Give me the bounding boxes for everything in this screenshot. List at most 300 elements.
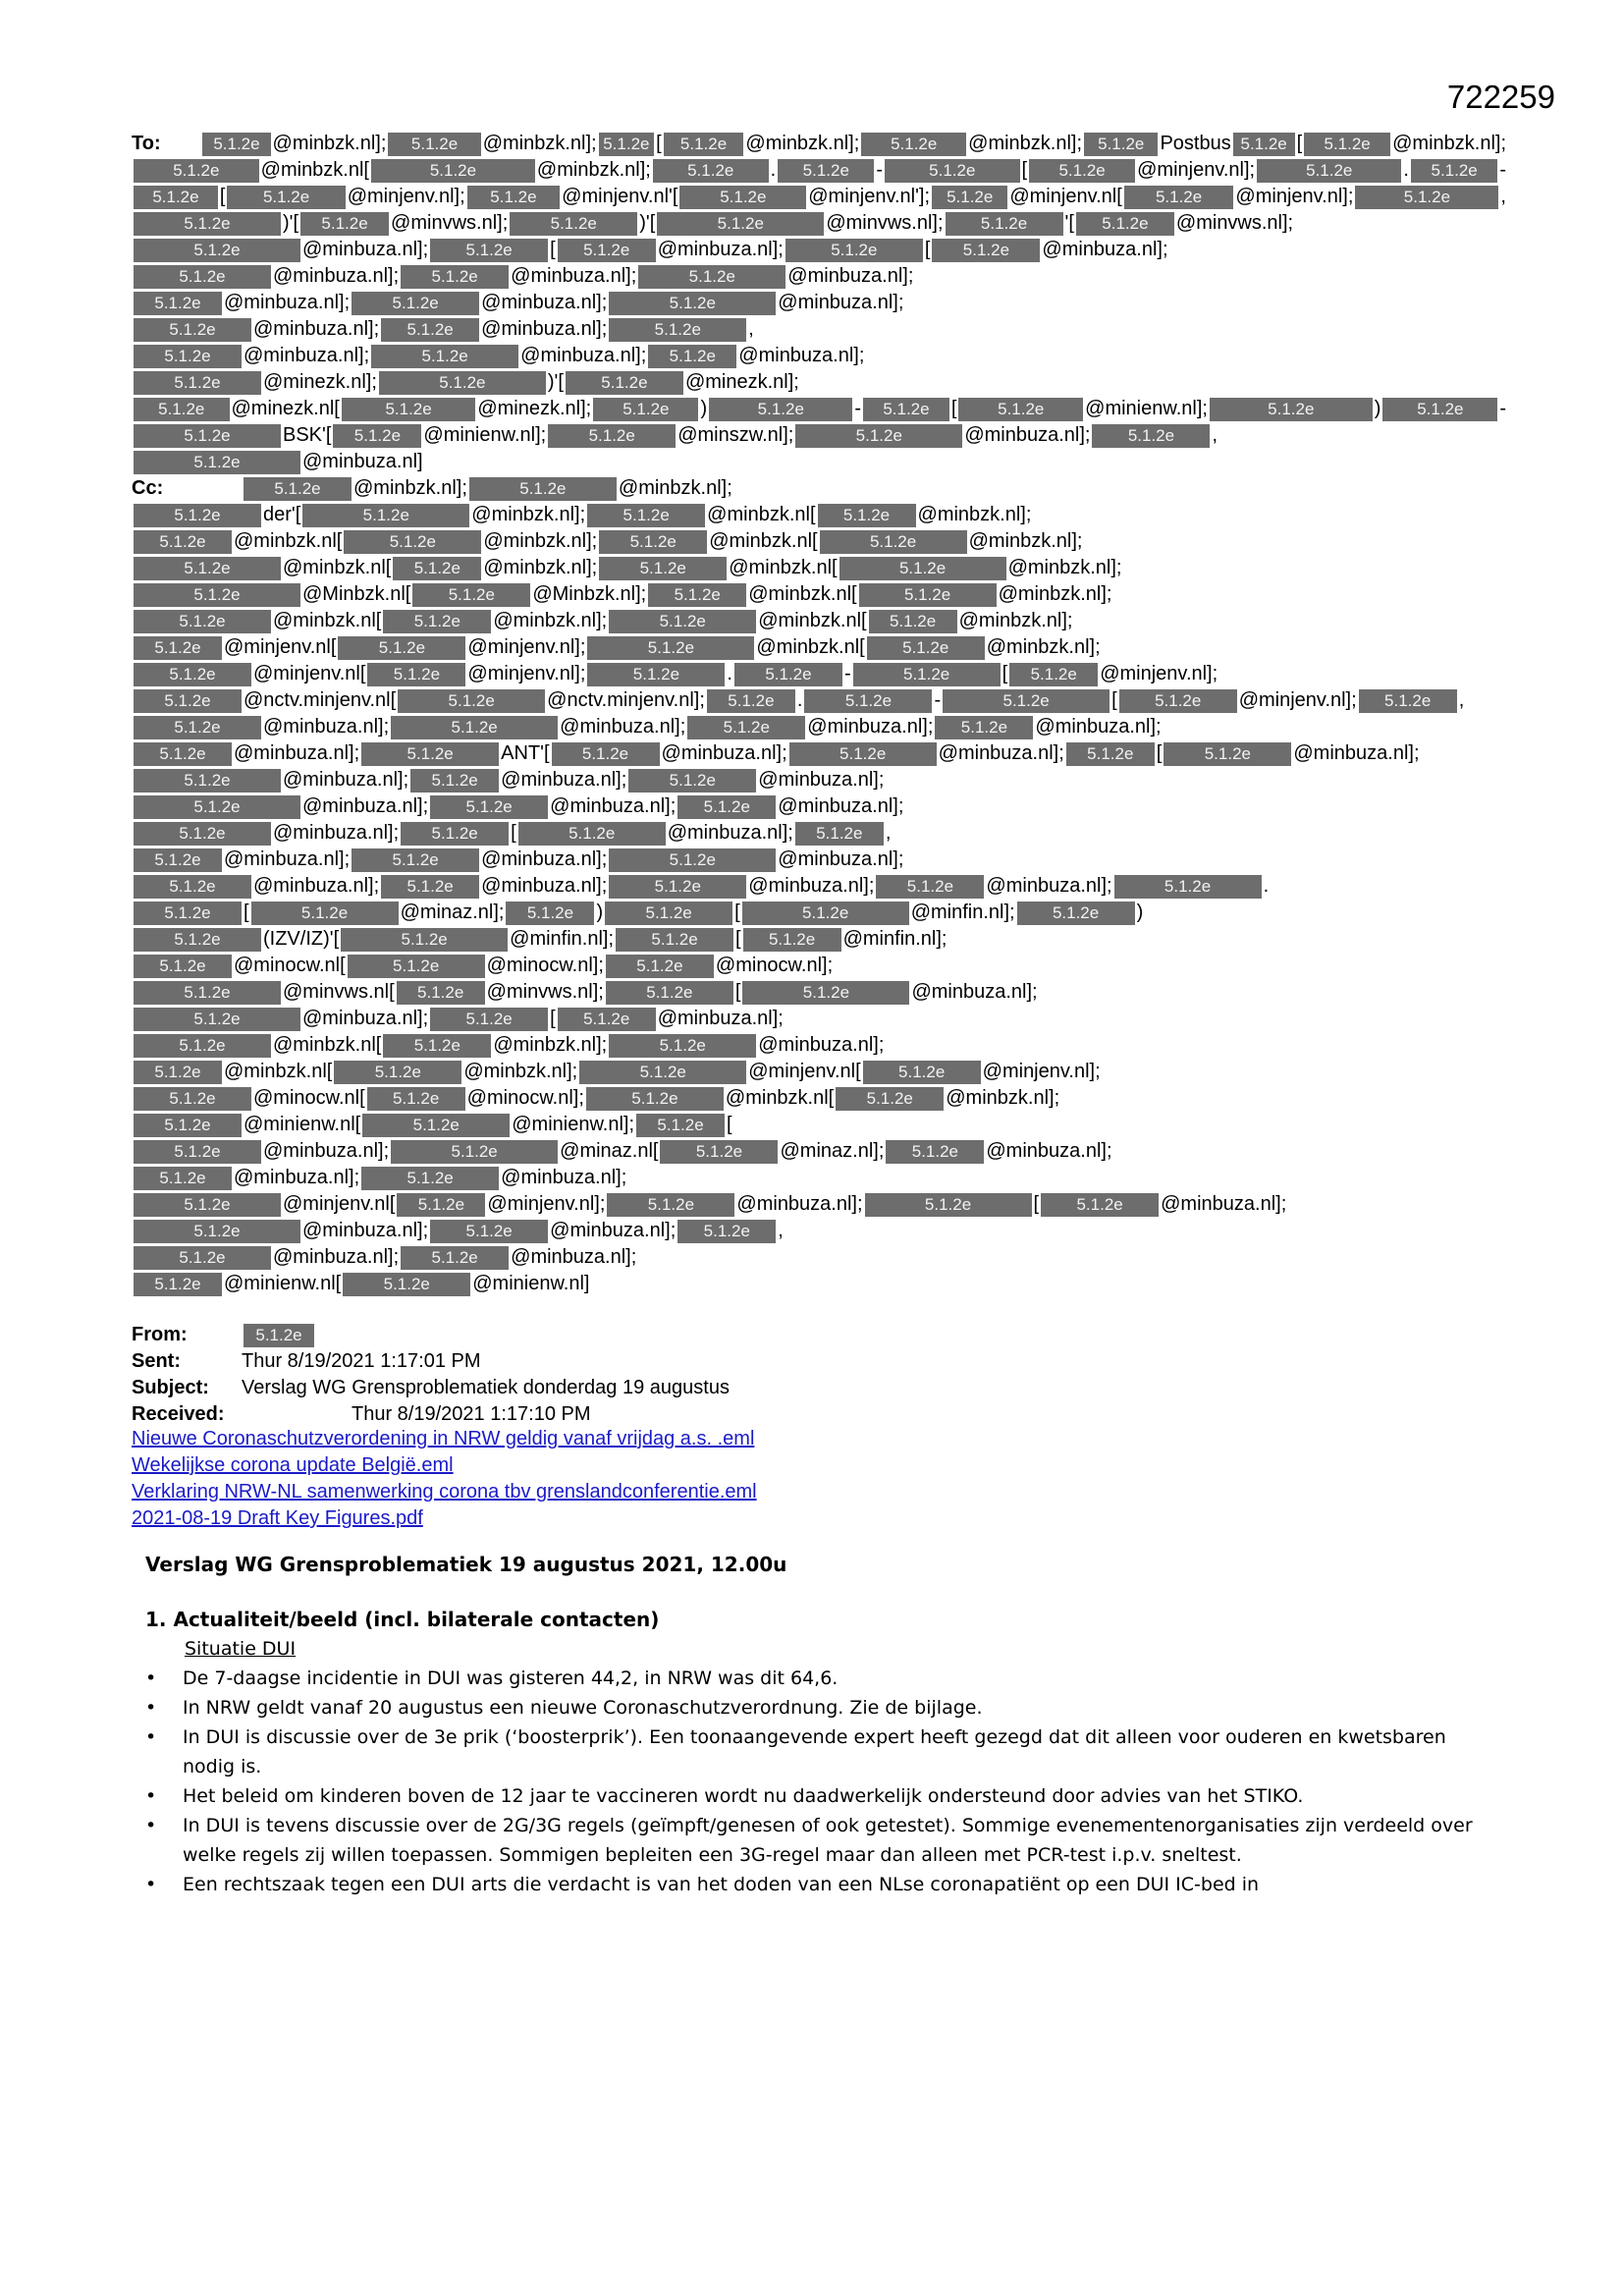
address-text: ) (1374, 398, 1381, 419)
redaction: 5.1.2e (587, 504, 705, 527)
redaction: 5.1.2e (134, 981, 281, 1005)
address-text: - (843, 663, 851, 684)
redaction: 5.1.2e (587, 636, 754, 660)
address-text: , (778, 1220, 784, 1241)
redaction: 5.1.2e (932, 186, 1007, 209)
redaction: 5.1.2e (609, 610, 756, 633)
redaction: 5.1.2e (388, 133, 480, 156)
redaction: 5.1.2e (1124, 186, 1234, 209)
address-text: @minbzk.nl[ (283, 557, 392, 578)
redaction: 5.1.2e (743, 928, 841, 952)
redaction: 5.1.2e (628, 769, 756, 793)
address-text: @minbzk.nl[ (234, 530, 343, 552)
address-text: @minezk.nl[ (231, 398, 340, 419)
subject-label: Subject: (132, 1377, 209, 1398)
address-text: @minbuza.nl]; (253, 318, 380, 340)
section-heading: 1. Actualiteit/beeld (incl. bilaterale contacten) (145, 1608, 660, 1631)
redaction: 5.1.2e (648, 345, 736, 368)
address-text: @minbuza.nl]; (1035, 716, 1162, 738)
address-text: - (1499, 159, 1506, 181)
address-line (132, 767, 1506, 793)
attachment-link[interactable]: Wekelijkse corona update België.eml (132, 1454, 454, 1476)
redaction: 5.1.2e (653, 159, 769, 183)
subject-value: Verslag WG Grensproblematiek donderdag 19 augustus (242, 1377, 730, 1398)
redaction: 5.1.2e (134, 504, 261, 527)
address-text: @minocw.nl[ (253, 1087, 365, 1109)
bullet-list (145, 1664, 1500, 1899)
sent-label: Sent: (132, 1350, 181, 1372)
address-text: [ (727, 1114, 732, 1135)
redaction: 5.1.2e (785, 239, 923, 262)
redaction: 5.1.2e (607, 1193, 734, 1217)
address-text: @minbuza.nl]; (667, 822, 793, 844)
redaction: 5.1.2e (134, 1114, 242, 1137)
redaction: 5.1.2e (687, 716, 805, 739)
redaction: 5.1.2e (859, 583, 997, 607)
address-line (132, 926, 1506, 953)
redaction: 5.1.2e (352, 848, 479, 872)
address-text: @minbuza.nl]; (1042, 239, 1168, 260)
address-text: @minbzk.nl]; (968, 133, 1083, 154)
list-item: • Het beleid om kinderen boven de 12 jaar te vaccineren wordt nu daadwerkelijk ondersteund door advies van het STIKO. (183, 1781, 1500, 1811)
redaction: 5.1.2e (863, 398, 949, 421)
redaction: 5.1.2e (599, 557, 727, 580)
redaction: 5.1.2e (134, 530, 232, 554)
address-line (132, 502, 1506, 528)
address-text: @minbzk.nl]; (482, 133, 597, 154)
address-text: )'[ (283, 212, 299, 234)
redaction: 5.1.2e (430, 239, 548, 262)
redaction: 5.1.2e (300, 212, 389, 236)
address-text: @minbuza.nl]; (787, 265, 914, 287)
attachment-link[interactable]: 2021-08-19 Draft Key Figures.pdf (132, 1507, 423, 1529)
redaction: 5.1.2e (609, 292, 776, 315)
redaction: 5.1.2e (251, 902, 399, 925)
redaction: 5.1.2e (599, 133, 655, 156)
address-text: @minbuza.nl]; (986, 1140, 1112, 1162)
address-text: , (1212, 424, 1218, 446)
address-text: @minbuza.nl]; (224, 292, 351, 313)
redaction: 5.1.2e (605, 902, 732, 925)
redaction: 5.1.2e (648, 583, 746, 607)
redaction: 5.1.2e (1041, 1193, 1159, 1217)
address-text: - (854, 398, 862, 419)
address-text: @minbzk.nl[ (260, 159, 369, 181)
address-text: @minbzk.nl]; (536, 159, 651, 181)
redaction: 5.1.2e (341, 928, 508, 952)
redaction: 5.1.2e (742, 981, 909, 1005)
address-line (132, 1271, 1506, 1297)
redaction: 5.1.2e (134, 902, 242, 925)
address-text: @nctv.minjenv.nl[ (244, 689, 397, 711)
address-line (132, 263, 1506, 290)
list-item: • In NRW geldt vanaf 20 augustus een nieuwe Coronaschutzverordnung. Zie de bijlage. (183, 1693, 1500, 1722)
redaction: 5.1.2e (865, 1193, 1032, 1217)
address-text: @minezk.nl]; (477, 398, 592, 419)
redaction: 5.1.2e (342, 398, 476, 421)
redaction: 5.1.2e (391, 1140, 558, 1164)
address-line (132, 1006, 1506, 1032)
redaction: 5.1.2e (134, 610, 271, 633)
redaction: 5.1.2e (371, 345, 518, 368)
address-text: [ (734, 902, 740, 923)
address-text: @minbuza.nl]; (244, 345, 370, 366)
redaction: 5.1.2e (134, 212, 281, 236)
address-line (132, 820, 1506, 847)
address-text: @minvws.nl]; (1175, 212, 1294, 234)
redaction: 5.1.2e (707, 689, 795, 713)
address-text: @minbzk.nl]; (917, 504, 1032, 525)
address-text: @minbzk.nl[ (729, 557, 838, 578)
address-text: BSK'[ (283, 424, 332, 446)
received-label: Received: (132, 1403, 225, 1425)
email-meta (132, 1322, 730, 1428)
address-line (132, 847, 1506, 873)
address-text: - (876, 159, 884, 181)
redaction: 5.1.2e (134, 1167, 232, 1190)
redaction: 5.1.2e (383, 610, 491, 633)
address-text: @minbuza.nl]; (481, 875, 608, 897)
address-text: @minbzk.nl]; (463, 1061, 578, 1082)
redaction: 5.1.2e (1114, 875, 1262, 899)
address-text: @minbzk.nl]; (946, 1087, 1060, 1109)
address-text: @minbuza.nl]; (273, 265, 400, 287)
address-line (132, 953, 1506, 979)
address-text: , (1458, 689, 1465, 711)
redaction: 5.1.2e (609, 318, 746, 342)
redaction: 5.1.2e (609, 1034, 756, 1058)
address-text: @minszw.nl]; (677, 424, 794, 446)
redaction: 5.1.2e (1092, 424, 1210, 448)
address-text: @minienw.nl] (472, 1273, 590, 1294)
redaction: 5.1.2e (134, 318, 251, 342)
address-text: @minbzk.nl]; (483, 530, 598, 552)
address-line (132, 740, 1506, 767)
redaction: 5.1.2e (134, 159, 259, 183)
redaction: 5.1.2e (1164, 742, 1291, 766)
document-number: 722259 (1446, 79, 1555, 115)
redaction: 5.1.2e (1076, 212, 1174, 236)
address-text: @minbuza.nl]; (234, 1167, 360, 1188)
attachment-link[interactable]: Nieuwe Coronaschutzverordening in NRW geldig vanaf vrijdag a.s. .eml (132, 1428, 755, 1449)
report-body (145, 1550, 1500, 1899)
address-text: @minbuza.nl]; (986, 875, 1112, 897)
address-text: @minaz.nl]; (780, 1140, 885, 1162)
address-text: @minbuza.nl]; (273, 1246, 400, 1268)
redaction: 5.1.2e (1084, 133, 1158, 156)
address-text: @minjenv.nl]; (982, 1061, 1101, 1082)
redaction: 5.1.2e (839, 557, 1006, 580)
address-text: [ (1111, 689, 1117, 711)
redaction: 5.1.2e (383, 1034, 491, 1058)
redaction: 5.1.2e (548, 424, 676, 448)
address-line (132, 608, 1506, 634)
redaction: 5.1.2e (606, 981, 733, 1005)
redaction: 5.1.2e (134, 1061, 222, 1084)
address-text: @minienw.nl]; (423, 424, 547, 446)
address-text: [ (1001, 663, 1008, 684)
address-text: @minbuza.nl]; (263, 716, 390, 738)
address-text: [ (950, 398, 957, 419)
address-line (132, 1244, 1506, 1271)
redaction: 5.1.2e (367, 1087, 465, 1111)
redaction: 5.1.2e (333, 424, 421, 448)
redaction: 5.1.2e (593, 398, 698, 421)
redaction: 5.1.2e (134, 742, 232, 766)
address-text: @minbuza.nl]; (273, 822, 400, 844)
redaction: 5.1.2e (134, 1034, 271, 1058)
redaction: 5.1.2e (552, 742, 660, 766)
redaction: 5.1.2e (430, 795, 548, 819)
address-text: @minjenv.nl]; (1100, 663, 1218, 684)
recipient-block (132, 131, 1506, 1297)
address-line (132, 290, 1506, 316)
redaction: 5.1.2e (1382, 398, 1497, 421)
address-text: @minbuza.nl]; (736, 1193, 863, 1215)
address-text: @minbzk.nl]; (986, 636, 1101, 658)
address-line (132, 449, 1506, 475)
redaction: 5.1.2e (134, 239, 300, 262)
attachment-list (132, 1426, 757, 1532)
redaction: 5.1.2e (586, 1087, 724, 1111)
redaction: 5.1.2e (381, 875, 479, 899)
address-text: [ (1033, 1193, 1040, 1215)
address-text: @minezk.nl]; (263, 371, 377, 393)
redaction: 5.1.2e (134, 292, 222, 315)
address-text: @minbzk.nl]; (1392, 133, 1506, 154)
redaction: 5.1.2e (660, 1140, 778, 1164)
address-text: @minbuza.nl]; (778, 292, 904, 313)
redaction: 5.1.2e (885, 159, 1019, 183)
address-text: @minaz.nl]; (400, 902, 505, 923)
address-text: @minocw.nl[ (234, 955, 346, 976)
redaction: 5.1.2e (412, 583, 530, 607)
redaction: 5.1.2e (1009, 663, 1098, 686)
address-text: . (1403, 159, 1409, 181)
attachment-link[interactable]: Verklaring NRW-NL samenwerking corona tbv grenslandconferentie.eml (132, 1481, 757, 1503)
address-line (132, 1059, 1506, 1085)
address-text: , (748, 318, 754, 340)
address-text: )'[ (639, 212, 656, 234)
redaction: 5.1.2e (134, 424, 281, 448)
address-text: Postbus (1160, 133, 1231, 154)
address-text: @minbuza.nl] (302, 451, 423, 472)
address-text: @minbuza.nl]; (501, 1167, 627, 1188)
redaction: 5.1.2e (401, 265, 509, 289)
redaction: 5.1.2e (134, 186, 218, 209)
address-text: @minbuza.nl]; (807, 716, 934, 738)
address-text: @minbuza.nl]; (520, 345, 647, 366)
address-text: . (796, 689, 803, 711)
redaction: 5.1.2e (134, 371, 261, 395)
address-text: @minbuza.nl]; (511, 265, 637, 287)
address-line (132, 714, 1506, 740)
address-text: @minbzk.nl]; (618, 477, 732, 499)
address-line (132, 1112, 1506, 1138)
redaction: 5.1.2e (367, 663, 465, 686)
address-text: @minbuza.nl]; (302, 1008, 429, 1029)
address-text: @minvws.nl]; (391, 212, 509, 234)
address-text: @minfin.nl]; (910, 902, 1015, 923)
redaction: 5.1.2e (430, 1220, 548, 1243)
redaction: 5.1.2e (134, 663, 251, 686)
redaction: 5.1.2e (134, 928, 261, 952)
address-text: @minbzk.nl]; (493, 1034, 608, 1056)
address-line (132, 184, 1506, 210)
redaction: 5.1.2e (677, 1220, 776, 1243)
address-text: . (727, 663, 732, 684)
address-text: [ (1296, 133, 1303, 154)
address-text: ) (700, 398, 708, 419)
address-line (132, 475, 1506, 502)
address-text: [ (735, 928, 741, 950)
redaction: 5.1.2e (134, 451, 300, 474)
redaction: 5.1.2e (134, 345, 242, 368)
address-text: @minjenv.nl[ (748, 1061, 861, 1082)
address-line (132, 1085, 1506, 1112)
address-text: @minbuza.nl]; (224, 848, 351, 870)
address-text: @minbuza.nl]; (1161, 1193, 1287, 1215)
address-text: @minbuza.nl]; (253, 875, 380, 897)
address-text: @nctv.minjenv.nl]; (547, 689, 705, 711)
redaction: 5.1.2e (1411, 159, 1497, 183)
redaction: 5.1.2e (861, 133, 966, 156)
redaction: 5.1.2e (401, 1246, 509, 1270)
redaction: 5.1.2e (361, 1167, 499, 1190)
redaction: 5.1.2e (609, 848, 776, 872)
redaction: 5.1.2e (1359, 689, 1457, 713)
list-item: • Een rechtszaak tegen een DUI arts die verdacht is van het doden van een NLse coronapatiënt op een DUI IC-bed in (183, 1870, 1500, 1899)
redaction: 5.1.2e (361, 742, 499, 766)
address-text: @minbuza.nl]; (1293, 742, 1420, 764)
redaction: 5.1.2e (679, 186, 806, 209)
address-line (132, 396, 1506, 422)
redaction: 5.1.2e (789, 742, 937, 766)
redaction: 5.1.2e (134, 557, 281, 580)
address-text: @minbuza.nl]; (778, 848, 904, 870)
redaction: 5.1.2e (134, 583, 300, 607)
address-text: @minbzk.nl]; (483, 557, 598, 578)
address-text: @minjenv.nl']; (808, 186, 931, 207)
redaction: 5.1.2e (379, 371, 546, 395)
address-line (132, 369, 1506, 396)
address-text: @minbuza.nl]; (501, 769, 627, 791)
redaction: 5.1.2e (244, 1324, 314, 1347)
address-line (132, 1138, 1506, 1165)
address-line (132, 316, 1506, 343)
redaction: 5.1.2e (876, 875, 984, 899)
redaction: 5.1.2e (1355, 186, 1498, 209)
redaction: 5.1.2e (636, 1114, 725, 1137)
redaction: 5.1.2e (430, 1008, 548, 1031)
redaction: 5.1.2e (397, 1193, 485, 1217)
address-text: @minbuza.nl]; (911, 981, 1038, 1003)
redaction: 5.1.2e (134, 716, 261, 739)
report-title: Verslag WG Grensproblematiek 19 augustus 2021, 12.00u (145, 1553, 787, 1576)
redaction: 5.1.2e (1119, 689, 1237, 713)
address-text: @minbuza.nl]; (511, 1246, 637, 1268)
address-line (132, 343, 1506, 369)
address-line (132, 555, 1506, 581)
address-line (132, 634, 1506, 661)
address-text: , (1500, 186, 1506, 207)
address-line (132, 1165, 1506, 1191)
address-text: @minjenv.nl]; (467, 636, 586, 658)
list-item: • In DUI is discussie over de 3e prik (‘boosterprik’). Een toonaangevende expert heeft gezegd dat dit alleen voor ouderen en kwetsbaren nodig is. (183, 1722, 1500, 1781)
address-text: @minjenv.nl[ (253, 663, 366, 684)
address-text: @minbuza.nl]; (481, 292, 608, 313)
redaction: 5.1.2e (134, 848, 222, 872)
redaction: 5.1.2e (202, 133, 270, 156)
address-text: @minbuza.nl]; (560, 716, 686, 738)
redaction: 5.1.2e (867, 636, 985, 660)
address-text: @minbuza.nl]; (550, 795, 677, 817)
cc-label: Cc: (132, 477, 164, 499)
redaction: 5.1.2e (510, 212, 637, 236)
address-line (132, 237, 1506, 263)
redaction: 5.1.2e (742, 902, 909, 925)
address-text: . (1263, 875, 1270, 897)
address-line (132, 979, 1506, 1006)
address-text: [ (511, 822, 516, 844)
address-text: @minjenv.nl]; (1235, 186, 1354, 207)
address-text: - (1499, 398, 1507, 419)
redaction: 5.1.2e (778, 159, 874, 183)
address-text: . (770, 159, 777, 181)
address-text: @minbzk.nl]; (745, 133, 860, 154)
address-text: @minbzk.nl[ (224, 1061, 333, 1082)
address-line (132, 793, 1506, 820)
address-line (132, 873, 1506, 900)
address-text: @minjenv.nl]; (467, 663, 586, 684)
address-text: [ (1021, 159, 1028, 181)
address-text: @minbuza.nl]; (550, 1220, 677, 1241)
address-text: @minocw.nl]; (715, 955, 834, 976)
redaction: 5.1.2e (134, 1087, 251, 1111)
redaction: 5.1.2e (946, 212, 1063, 236)
redaction: 5.1.2e (836, 1087, 944, 1111)
redaction: 5.1.2e (579, 1061, 746, 1084)
address-text: @minbuza.nl]; (657, 1008, 784, 1029)
redaction: 5.1.2e (1017, 902, 1135, 925)
redaction: 5.1.2e (709, 398, 852, 421)
address-text: @minjenv.nl]; (1137, 159, 1256, 181)
redaction: 5.1.2e (398, 689, 545, 713)
address-text: [ (550, 1008, 556, 1029)
sent-value: Thur 8/19/2021 1:17:01 PM (242, 1350, 481, 1372)
address-text: @minbzk.nl]; (272, 133, 387, 154)
address-text: @minbuza.nl]; (748, 875, 875, 897)
redaction: 5.1.2e (134, 1273, 222, 1296)
redaction: 5.1.2e (134, 1220, 300, 1243)
address-text: '[ (1064, 212, 1074, 234)
subsection-heading: Situatie DUI (185, 1638, 297, 1660)
redaction: 5.1.2e (932, 239, 1040, 262)
redaction: 5.1.2e (134, 1140, 261, 1164)
redaction: 5.1.2e (134, 769, 281, 793)
redaction: 5.1.2e (599, 530, 707, 554)
from-label: From: (132, 1324, 188, 1345)
address-text: @minbuza.nl]; (661, 742, 787, 764)
address-text: @minbuza.nl]; (263, 1140, 390, 1162)
address-text: @minocw.nl]; (466, 1087, 584, 1109)
redaction: 5.1.2e (1029, 159, 1135, 183)
address-text: (IZV/IZ)'[ (263, 928, 340, 950)
redaction: 5.1.2e (734, 663, 842, 686)
redaction: 5.1.2e (795, 424, 962, 448)
address-text: @minbuza.nl]; (234, 742, 360, 764)
address-text: @minvws.nl]; (486, 981, 604, 1003)
